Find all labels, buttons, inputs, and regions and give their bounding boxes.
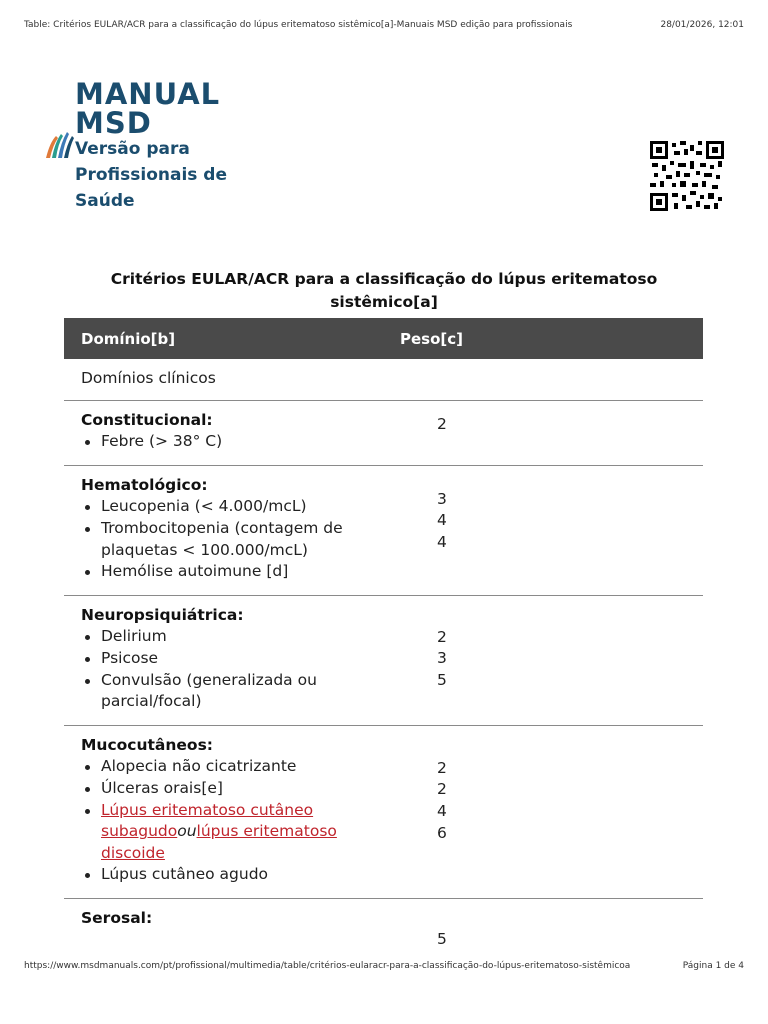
list-item: Alopecia não cicatrizante (81, 756, 400, 778)
domain-cell (64, 605, 400, 713)
criteria-list (81, 626, 400, 712)
weight-value: 3 (437, 649, 447, 668)
weight-value: 5 (437, 929, 447, 948)
weight-cell (400, 908, 447, 951)
weight-value: 2 (437, 758, 447, 777)
table-row-hematologico (64, 466, 703, 596)
domain-title: Neuropsiquiátrica: (81, 605, 244, 624)
list-item: Hemólise autoimune [d] (81, 561, 400, 583)
weight-value: 6 (437, 823, 447, 842)
column-header-weight: Peso[c] (400, 329, 464, 348)
domain-cell (64, 735, 400, 886)
criteria-list (81, 431, 400, 453)
link-subacute-cutaneous-lupus[interactable]: Lúpus eritematoso cutâneo subagudo (101, 800, 314, 841)
table-title: Critérios EULAR/ACR para a classificação do lúpus eritematoso sistêmico[a] (110, 270, 658, 311)
list-item: Delirium (81, 626, 400, 648)
list-item: Psicose (81, 648, 400, 670)
weight-value: 5 (437, 670, 447, 689)
table-row-mucocutaneos (64, 726, 703, 899)
or-connector: ou (177, 822, 197, 841)
print-header-title: Table: Critérios EULAR/ACR para a classificação do lúpus eritematoso sistêmico[a]-Manuais MSD edição para profissionais (24, 20, 573, 30)
weight-value: 2 (437, 627, 447, 646)
domain-title: Hematológico: (81, 475, 208, 494)
criteria-table (64, 318, 703, 962)
weight-value: 4 (437, 511, 447, 530)
logo-line-manual: MANUAL (75, 77, 221, 111)
weight-value: 2 (437, 414, 447, 433)
table-row-constitucional (64, 401, 703, 466)
weight-value: 4 (437, 801, 447, 820)
print-footer (24, 961, 744, 971)
weight-cell (400, 605, 447, 713)
list-item: Úlceras orais[e] (81, 778, 400, 800)
domain-title: Constitucional: (81, 410, 213, 429)
msd-logo-icon (44, 128, 74, 160)
list-item: Convulsão (generalizada ou parcial/focal) (81, 670, 400, 713)
weight-cell (400, 475, 447, 583)
qr-code-icon (650, 141, 724, 211)
page-number: Página 1 de 4 (682, 961, 744, 971)
weight-cell (400, 735, 447, 886)
list-item: Leucopenia (< 4.000/mcL) (81, 496, 400, 518)
list-item (81, 800, 400, 865)
logo-subtitle: Versão para Profissionais de Saúde (75, 139, 228, 211)
criteria-list (81, 496, 400, 582)
table-row-neuropsiquiatrica (64, 596, 703, 726)
weight-cell (400, 410, 447, 453)
print-header-datetime: 28/01/2026, 12:01 (660, 20, 744, 30)
weight-value: 4 (437, 532, 447, 551)
column-header-domain: Domínio[b] (81, 329, 176, 348)
table-header-row (64, 318, 703, 359)
weight-value: 3 (437, 489, 447, 508)
list-item: Febre (> 38° C) (81, 431, 400, 453)
criteria-list (81, 756, 400, 886)
domain-cell (64, 410, 400, 453)
weight-value: 2 (437, 780, 447, 799)
domain-title: Serosal: (81, 908, 153, 927)
section-row-clinical (64, 359, 703, 401)
list-item: Trombocitopenia (contagem de plaquetas < 100.000/mcL) (81, 518, 400, 561)
print-footer-url[interactable]: https://www.msdmanuals.com/pt/profissional/multimedia/table/critérios-eularacr-para-a-classificação-do-lúpus-eritematoso-sistêmicoa (24, 961, 631, 971)
print-header (24, 20, 744, 30)
domain-cell (64, 908, 400, 951)
logo-line-msd: MSD (75, 106, 152, 140)
logo-wordmark[interactable] (75, 77, 275, 140)
domain-title: Mucocutâneos: (81, 735, 214, 754)
list-item: Lúpus cutâneo agudo (81, 864, 400, 886)
domain-cell (64, 475, 400, 583)
link-discoid-lupus[interactable]: lúpus eritematoso discoide (101, 822, 337, 862)
table-row-serosal (64, 899, 703, 963)
section-label: Domínios clínicos (81, 369, 216, 387)
